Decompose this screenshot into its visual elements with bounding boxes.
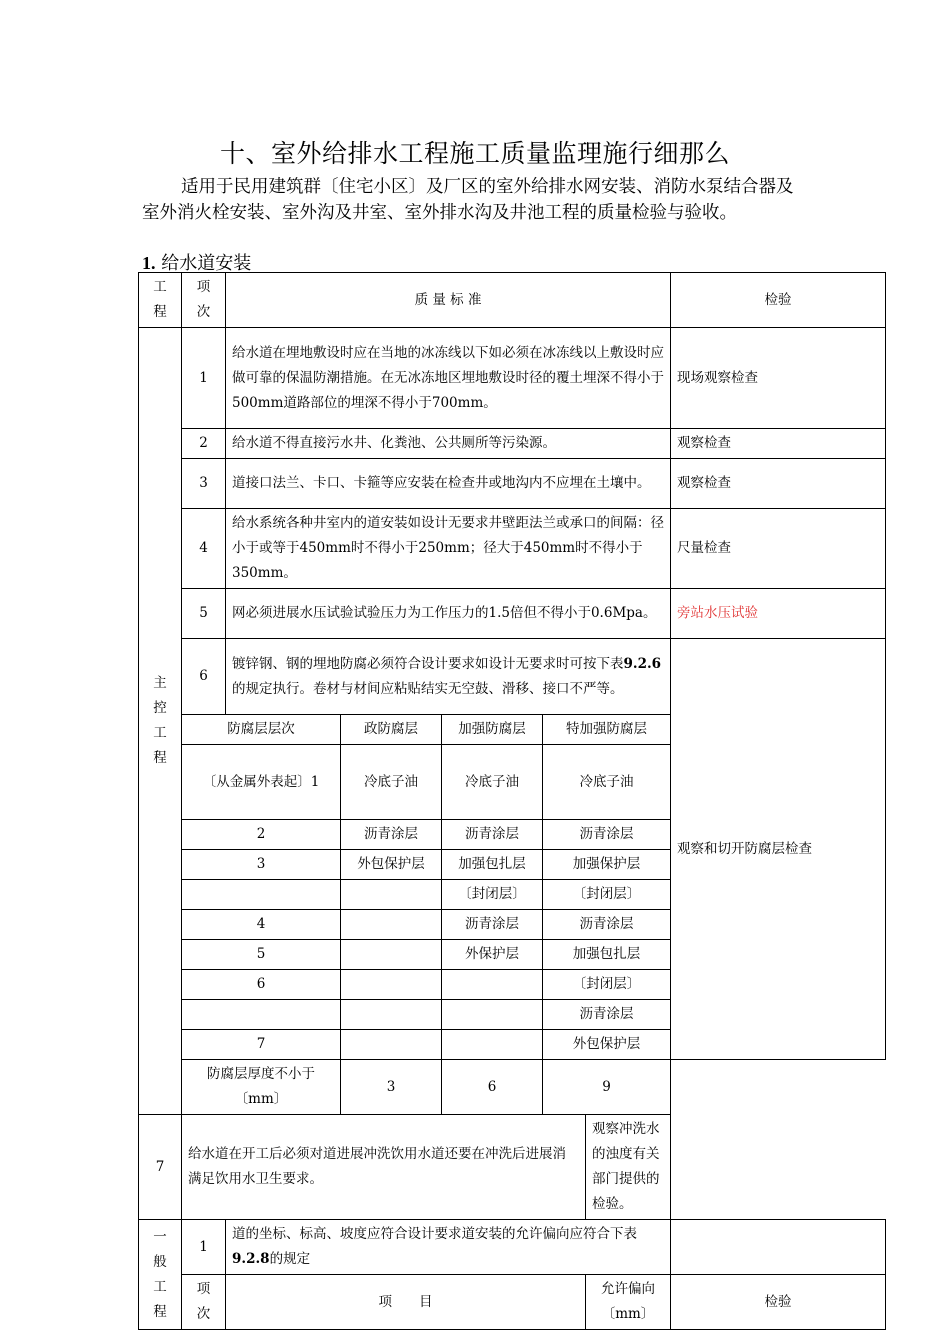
thickness-label: 防腐层厚度不小于〔mm〕 [182, 1060, 341, 1115]
general-group-label: 一 般 工 程 [139, 1220, 182, 1330]
sub-header-row [139, 1275, 886, 1330]
section-heading: 1. 给水道安装 [142, 253, 252, 274]
anticorrosion-cell: 加强保护层 [543, 850, 671, 880]
table-reference: 9.2.6 [623, 655, 662, 672]
anticorrosion-header: 特加强防腐层 [543, 715, 671, 745]
anticorrosion-cell [341, 940, 442, 970]
row-number: 5 [182, 589, 226, 639]
row-number: 6 [182, 639, 226, 715]
anticorrosion-header: 防腐层层次 [182, 715, 341, 745]
row-check: 观察检查 [671, 459, 886, 509]
anticorrosion-layer [182, 1000, 341, 1030]
table-row [139, 509, 886, 589]
anticorrosion-layer: 7 [182, 1030, 341, 1060]
row-check [671, 1220, 886, 1275]
table-row [139, 429, 886, 459]
table-row [139, 328, 886, 429]
thickness-value: 6 [442, 1060, 543, 1115]
anticorrosion-cell: 加强包扎层 [543, 940, 671, 970]
anticorrosion-cell: 冷底子油 [543, 745, 671, 820]
anticorrosion-layer: 2 [182, 820, 341, 850]
table-row [139, 1115, 886, 1220]
row-standard: 网必须进展水压试验试验压力为工作压力的1.5倍但不得小于0.6Mpa。 [226, 589, 671, 639]
page-title: 十、室外给排水工程施工质量监理施行细那么 [219, 139, 730, 168]
anticorrosion-cell: 沥青涂层 [442, 820, 543, 850]
row-standard: 镀锌钢、钢的埋地防腐必须符合设计要求如设计无要求时可按下表9.2.6的规定执行。卷材与材间应粘贴结实无空鼓、滑移、接口不严等。 [226, 639, 671, 715]
anticorrosion-cell: 〔封闭层〕 [543, 880, 671, 910]
anticorrosion-cell: 沥青涂层 [543, 820, 671, 850]
intro-paragraph: 适用于民用建筑群〔住宅小区〕及厂区的室外给排水网安装、消防水泵结合器及室外消火栓安装、室外沟及井室、室外排水沟及井池工程的质量检验与验收。 [142, 177, 794, 223]
anticorrosion-cell: 外保护层 [442, 940, 543, 970]
row-number: 3 [182, 459, 226, 509]
anticorrosion-cell: 冷底子油 [442, 745, 543, 820]
row-number: 7 [139, 1115, 182, 1220]
anticorrosion-cell [341, 880, 442, 910]
anticorrosion-cell [341, 910, 442, 940]
anticorrosion-cell: 沥青涂层 [543, 910, 671, 940]
table-row [139, 459, 886, 509]
row-number: 4 [182, 509, 226, 589]
anticorrosion-layer: 5 [182, 940, 341, 970]
sub-header-item-no: 项 次 [182, 1275, 226, 1330]
row-check: 尺量检查 [671, 509, 886, 589]
header-check: 检验 [671, 273, 886, 328]
header-standard: 质 量 标 准 [226, 273, 671, 328]
row-check: 旁站水压试验 [671, 589, 886, 639]
row-standard: 给水系统各种井室内的道安装如设计无要求井壁距法兰或承口的间隔：径小于或等于450mm时不得小于250mm；径大于450mm时不得小于350mm。 [226, 509, 671, 589]
table-row [139, 589, 886, 639]
anticorrosion-header: 加强防腐层 [442, 715, 543, 745]
sub-header-check: 检验 [671, 1275, 886, 1330]
anticorrosion-cell: 冷底子油 [341, 745, 442, 820]
anticorrosion-layer: 3 [182, 850, 341, 880]
row-number: 1 [182, 328, 226, 429]
row-check: 观察和切开防腐层检查 [671, 639, 886, 1060]
anticorrosion-cell [442, 1000, 543, 1030]
anticorrosion-cell: 沥青涂层 [442, 910, 543, 940]
row-check: 现场观察检查 [671, 328, 886, 429]
anticorrosion-layer: 4 [182, 910, 341, 940]
row-standard: 给水道在开工后必须对道进展冲洗饮用水道还要在冲洗后进展消满足饮用水卫生要求。 [182, 1115, 586, 1220]
anticorrosion-cell: 外包保护层 [341, 850, 442, 880]
row-standard: 给水道在埋地敷设时应在当地的冰冻线以下如必须在冰冻线以上敷设时应做可靠的保温防潮措施。在无冰冻地区埋地敷设时径的覆土埋深不得小于500mm道路部位的埋深不得小于700mm。 [226, 328, 671, 429]
anticorrosion-cell: 〔封闭层〕 [543, 970, 671, 1000]
anticorrosion-cell [341, 1000, 442, 1030]
row-number: 1 [182, 1220, 226, 1275]
anticorrosion-cell [341, 970, 442, 1000]
section-label: 给水道安装 [161, 253, 252, 274]
anticorrosion-cell: 外包保护层 [543, 1030, 671, 1060]
anticorrosion-layer: 〔从金属外表起〕1 [182, 745, 341, 820]
thickness-value: 3 [341, 1060, 442, 1115]
anticorrosion-layer [182, 880, 341, 910]
row-standard: 给水道不得直接污水井、化粪池、公共厕所等污染源。 [226, 429, 671, 459]
row-standard: 道的坐标、标高、坡度应符合设计要求道安装的允许偏向应符合下表9.2.8的规定 [226, 1220, 671, 1275]
table-reference: 9.2.8 [232, 1251, 270, 1267]
section-number: 1 [142, 253, 151, 273]
anticorrosion-cell [341, 1030, 442, 1060]
row-standard: 道接口法兰、卡口、卡箍等应安装在检查井或地沟内不应埋在土壤中。 [226, 459, 671, 509]
sub-header-tolerance: 允许偏向 〔mm〕 [586, 1275, 671, 1330]
table-row [139, 1220, 886, 1275]
anticorrosion-cell [442, 1030, 543, 1060]
thickness-value: 9 [543, 1060, 671, 1115]
anticorrosion-cell: 〔封闭层〕 [442, 880, 543, 910]
table-row [139, 639, 886, 715]
row-check: 观察检查 [671, 429, 886, 459]
header-item-no: 项 次 [182, 273, 226, 328]
sub-header-item: 项 目 [226, 1275, 586, 1330]
row-check: 观察冲洗水的浊度有关部门提供的检验。 [586, 1115, 671, 1220]
anticorrosion-cell: 沥青涂层 [543, 1000, 671, 1030]
anticorrosion-header: 政防腐层 [341, 715, 442, 745]
table-header-row [139, 273, 886, 328]
header-project: 工 程 [139, 273, 182, 328]
anticorrosion-cell [442, 970, 543, 1000]
row-number: 2 [182, 429, 226, 459]
quality-standard-table [138, 272, 886, 1330]
anticorrosion-cell: 加强包扎层 [442, 850, 543, 880]
anticorrosion-layer: 6 [182, 970, 341, 1000]
main-group-label: 主 控 工 程 [139, 328, 182, 1115]
anticorrosion-thickness-row [139, 1060, 886, 1115]
anticorrosion-cell: 沥青涂层 [341, 820, 442, 850]
